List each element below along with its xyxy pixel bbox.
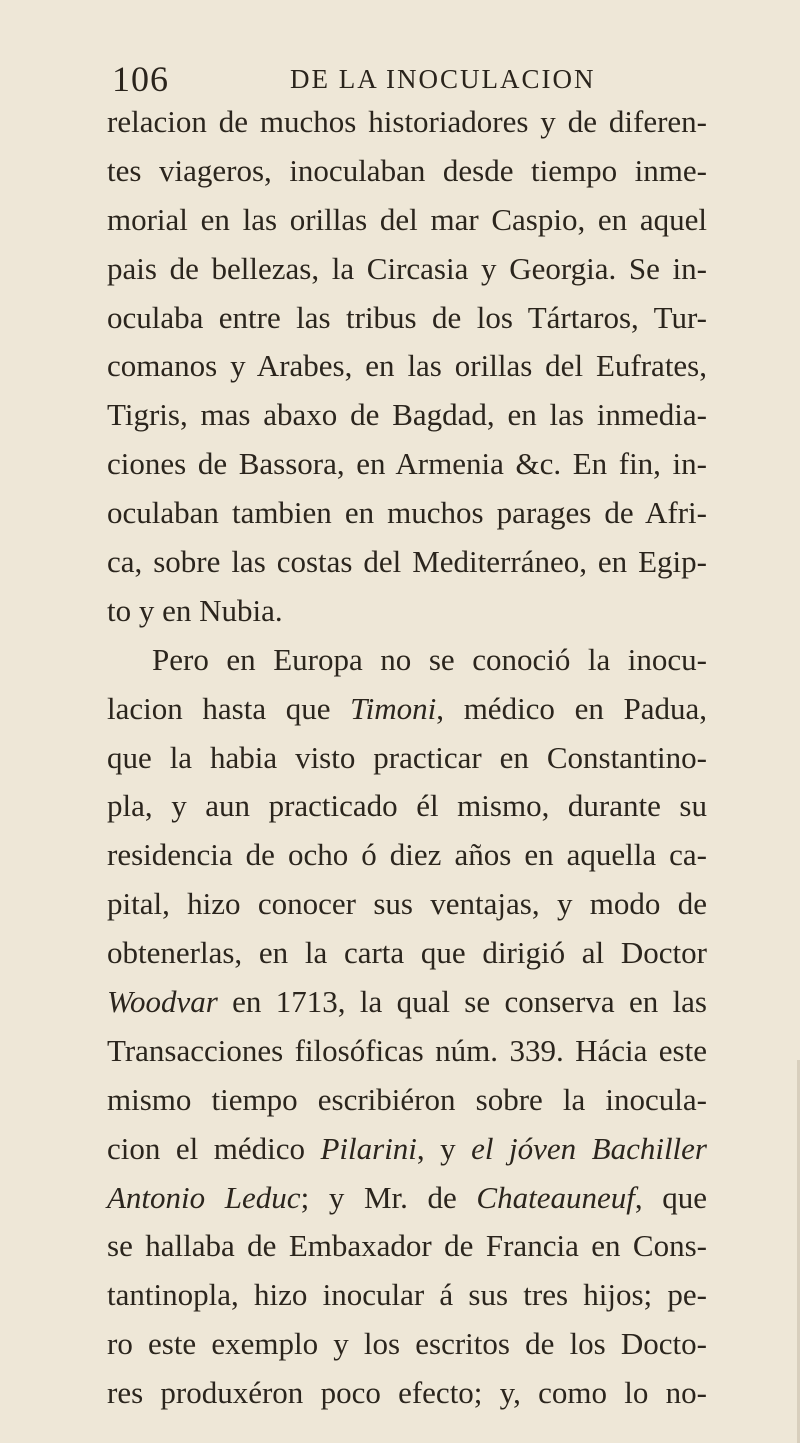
person-name-woodvar: Woodvar [107,984,218,1020]
paragraph-2 [107,636,707,1418]
text-segment: , y [416,1130,472,1166]
text-line: to y en Nubia. [107,592,283,628]
body-text [107,98,707,1418]
text-line: Tigris, mas abaxo de Bagdad, en las inmedia- [107,397,707,433]
text-line: obtenerlas, en la carta que dirigió al Doctor [107,935,707,971]
person-name-leduc: Antonio Leduc [107,1179,301,1215]
text-line: res produxéron poco efecto; y, como lo no- [107,1375,707,1411]
text-line: que la habia visto practicar en Constantino- [107,739,707,775]
text-line [107,685,707,734]
text-line: Transacciones filosóficas núm. 339. Hácia este [107,1032,707,1068]
text-line: residencia de ocho ó diez años en aquella ca- [107,837,707,873]
text-line [107,1174,707,1223]
text-segment: , que [634,1179,707,1215]
text-segment: en 1713, la qual se conserva en las [217,984,707,1020]
text-segment: lacion hasta que [107,690,351,726]
person-name-timoni: Timoni [350,690,437,726]
text-line: Pero en Europa no se conoció la inocu- [152,641,707,677]
text-line [107,1125,707,1174]
text-segment: cion el médico [107,1130,321,1166]
text-line: comanos y Arabes, en las orillas del Eufrates, [107,348,707,384]
paragraph-1 [107,98,707,636]
text-line: tes viageros, inoculaban desde tiempo inme- [107,152,707,188]
italic-phrase: el jóven Bachiller [471,1130,707,1166]
text-line: tantinopla, hizo inocular á sus tres hijos; pe- [107,1277,707,1313]
running-head: DE LA INOCULACION [290,64,596,94]
text-line: relacion de muchos historiadores y de diferen- [107,104,707,139]
text-line: se hallaba de Embaxador de Francia en Cons- [107,1228,707,1264]
text-segment: , médico en Padua, [436,690,707,726]
text-line: pais de bellezas, la Circasia y Georgia. Se in- [107,250,707,286]
text-line: oculaba entre las tribus de los Tártaros, Tur- [107,299,707,335]
text-line: oculaban tambien en muchos parages de Afri- [107,495,707,531]
text-line: pital, hizo conocer sus ventajas, y modo de [107,886,707,922]
text-line: ca, sobre las costas del Mediterráneo, en Egip- [107,544,707,580]
person-name-chateauneuf: Chateauneuf [476,1179,635,1215]
text-line: ciones de Bassora, en Armenia &c. En fin, in- [107,446,707,482]
person-name-pilarini: Pilarini [320,1130,417,1166]
text-line [107,978,707,1027]
text-line: pla, y aun practicado él mismo, durante su [107,788,707,824]
text-segment: ; y Mr. de [300,1179,477,1215]
text-line: morial en las orillas del mar Caspio, en aquel [107,201,707,237]
text-line: mismo tiempo escribiéron sobre la inocula- [107,1081,707,1117]
text-line: ro este exemplo y los escritos de los Docto- [107,1326,707,1362]
page-number: 106 [112,59,169,99]
